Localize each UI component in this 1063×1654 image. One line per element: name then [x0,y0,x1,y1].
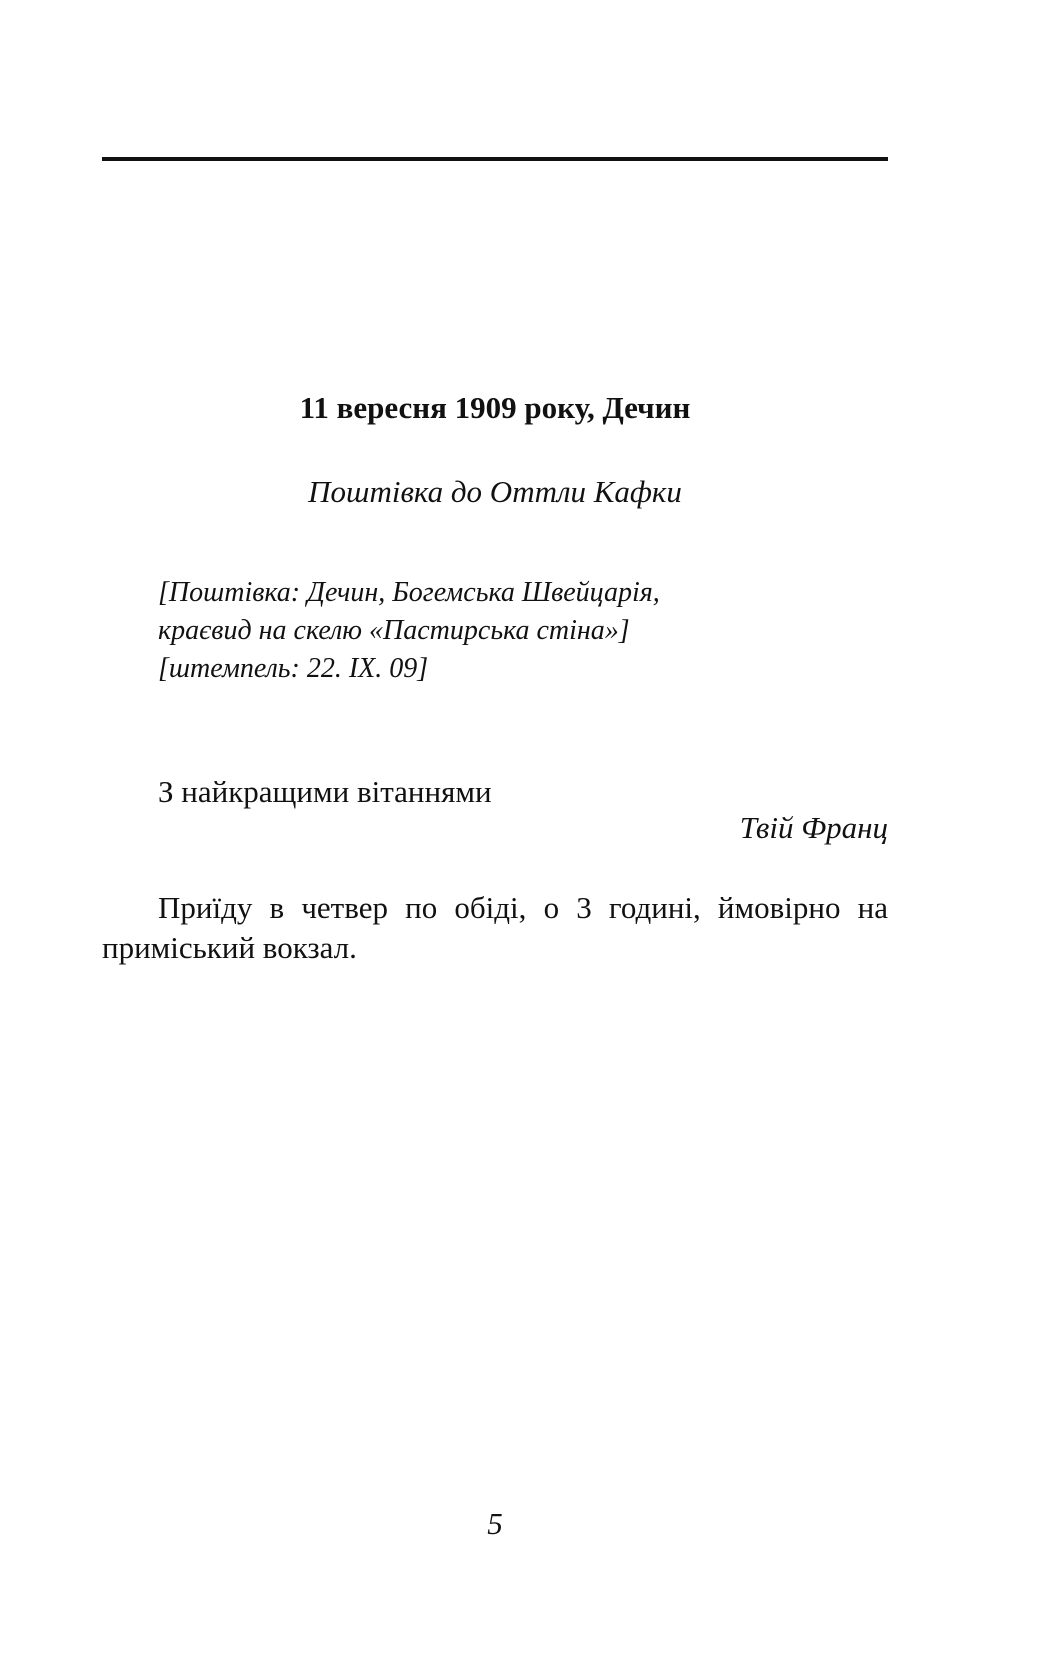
letter-subheading: Поштівка до Оттли Кафки [308,474,682,509]
page-number: 5 [487,1506,503,1541]
note-line: краєвид на скелю «Пастирська стіна»] [158,615,630,646]
greeting-line: З найкращими вітаннями [158,774,492,809]
letter-date-heading: 11 вересня 1909 року, Дечин [299,390,691,425]
note-line: [штемпель: 22. IX. 09] [158,653,429,684]
postcard-note [158,574,888,688]
signature: Твій Франц [739,810,888,845]
note-line: [Поштівка: Дечин, Богемська Швейцарія, [158,577,660,608]
top-rule-divider [102,157,888,161]
letter-body-paragraph: Приїду в четвер по обіді, о 3 годині, ймовірно на приміський вокзал. [102,890,888,965]
